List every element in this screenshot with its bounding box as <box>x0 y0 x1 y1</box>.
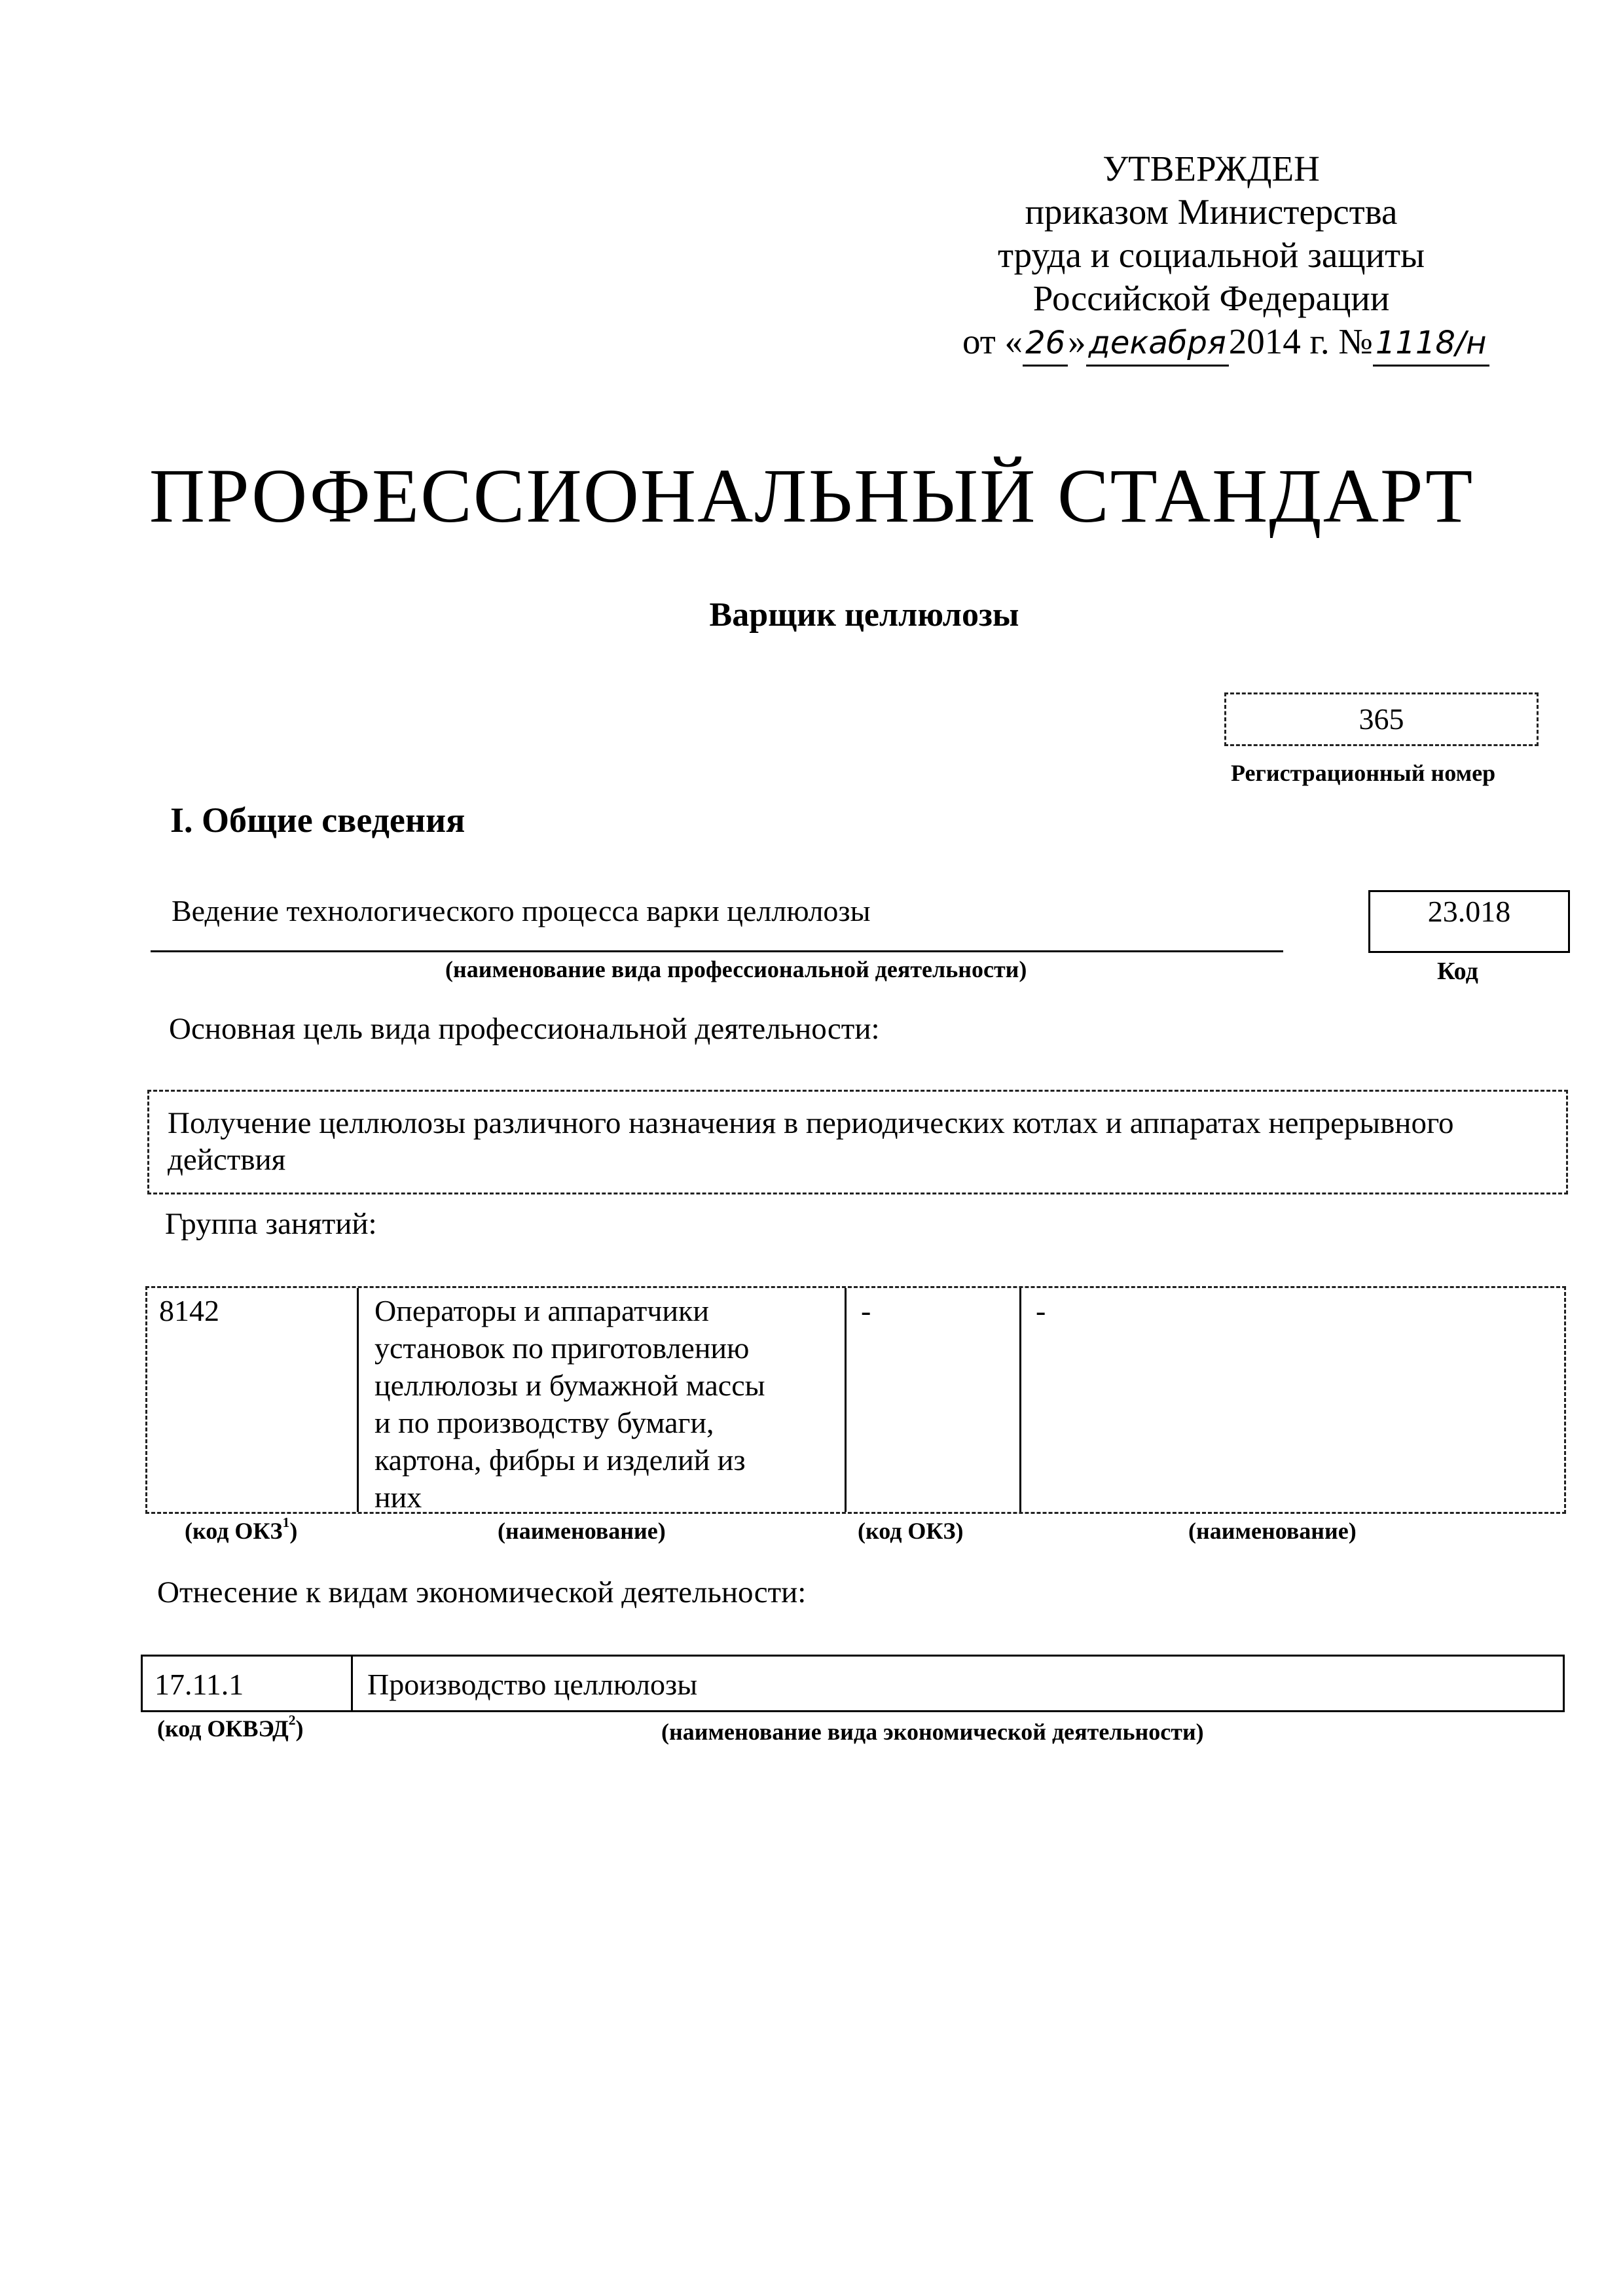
caption-okved-name: (наименование вида экономической деятельности) <box>661 1719 1204 1745</box>
okved-table <box>141 1655 1565 1712</box>
occupation-name-line: целлюлозы и бумажной массы <box>374 1369 765 1402</box>
occupation-name-line: картона, фибры и изделий из <box>374 1443 746 1477</box>
approval-line: Российской Федерации <box>1032 278 1390 318</box>
caption-okz-code-2: (код ОКЗ) <box>858 1518 964 1544</box>
date-mid: » <box>1068 321 1086 361</box>
activity-code-box: 23.018 <box>1368 890 1570 953</box>
approval-line: приказом Министерства <box>1025 192 1398 232</box>
okved-code-cell <box>143 1657 351 1710</box>
purpose-text-line: действия <box>168 1143 286 1177</box>
approval-date-line <box>962 320 1487 367</box>
activity-name: Ведение технологического процесса варки целлюлозы <box>172 894 871 927</box>
occupation-name-line: и по производству бумаги, <box>374 1406 714 1439</box>
registration-number-box: 365 <box>1224 692 1539 746</box>
purpose-text-line: Получение целлюлозы различного назначения в периодических котлах и аппаратах непрерывного <box>168 1106 1454 1140</box>
occupation-name-line: Операторы и аппаратчики <box>374 1294 710 1327</box>
caption-okz-code: (код ОКЗ$^1$) <box>185 1515 298 1544</box>
section-heading: I. Общие сведения <box>170 800 465 840</box>
occupation-name-line: них <box>374 1480 422 1514</box>
occupation-name-line: установок по приготовлению <box>374 1331 750 1365</box>
date-day: 26 <box>1023 321 1068 367</box>
occupation-name-cell <box>357 1288 845 1512</box>
date-prefix: от « <box>962 321 1023 361</box>
date-month: декабря <box>1086 321 1229 367</box>
okved-name: Производство целлюлозы <box>367 1668 698 1701</box>
caption-okved-code: (код ОКВЭД$^2$) <box>157 1712 304 1742</box>
activity-code-caption: Код <box>1437 958 1478 985</box>
occupation-code-2: - <box>861 1294 871 1327</box>
okved-name-cell <box>351 1657 1563 1710</box>
okved-code: 17.11.1 <box>155 1668 244 1701</box>
purpose-box <box>147 1090 1568 1194</box>
registration-number-label: Регистрационный номер <box>1231 760 1496 786</box>
economic-activity-label: Отнесение к видам экономической деятельности: <box>157 1575 807 1609</box>
occupation-code-cell-2 <box>845 1288 1019 1512</box>
occupation-name-2: - <box>1036 1294 1046 1327</box>
order-number: 1118/н <box>1373 321 1489 367</box>
date-year: 2014 г. № <box>1228 321 1373 361</box>
approval-line: труда и социальной защиты <box>997 235 1425 275</box>
profession-title: Варщик целлюлозы <box>709 596 1019 634</box>
occupation-code-cell <box>147 1288 357 1512</box>
caption-name: (наименование) <box>498 1518 666 1544</box>
approval-block <box>962 147 1487 367</box>
occupation-code: 8142 <box>159 1294 219 1327</box>
caption-name-2: (наименование) <box>1188 1518 1357 1544</box>
document-title: ПРОФЕССИОНАЛЬНЫЙ СТАНДАРТ <box>149 453 1474 539</box>
occupation-group-label: Группа занятий: <box>165 1207 377 1241</box>
occupation-table <box>145 1286 1566 1514</box>
activity-caption: (наименование вида профессиональной деятельности) <box>445 956 1027 982</box>
occupation-name-cell-2 <box>1019 1288 1564 1512</box>
approval-heading: УТВЕРЖДЕН <box>1103 149 1320 188</box>
activity-underline <box>151 950 1283 952</box>
purpose-label: Основная цель вида профессиональной деятельности: <box>169 1012 880 1046</box>
